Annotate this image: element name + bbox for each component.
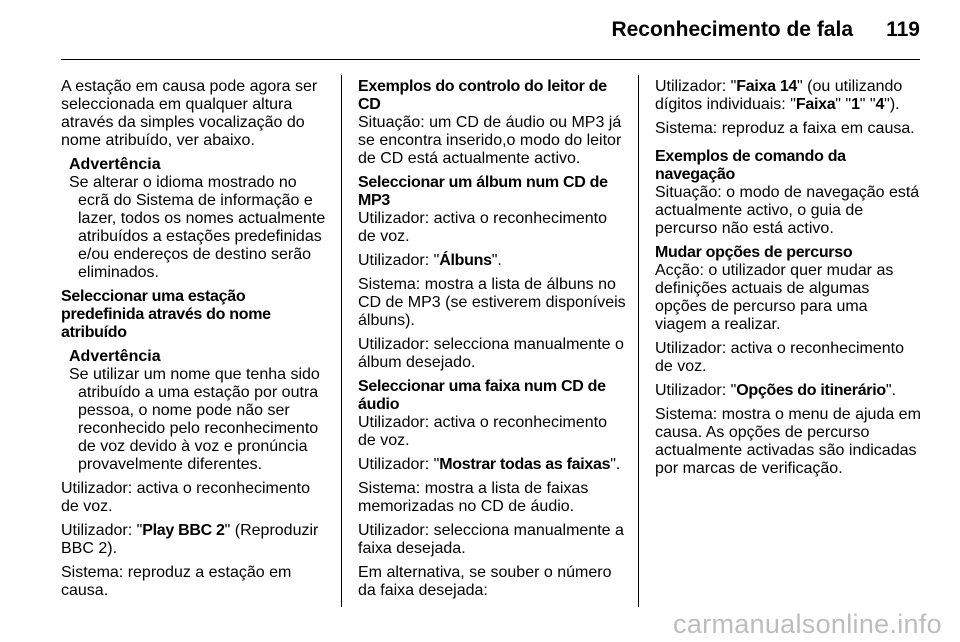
alternative-paragraph: Em alternativa, se souber o número da faixa desejada:	[358, 564, 612, 599]
column-divider-right	[638, 75, 639, 607]
header-rule	[61, 59, 920, 60]
subsection-heading: Mudar opções de percurso	[655, 244, 853, 261]
user-command-line	[61, 522, 329, 558]
user-step: Utilizador: activa o reconhecimento de voz.	[358, 210, 608, 245]
text-segment: Utilizador: "	[358, 456, 440, 473]
watermark: carmanualsonline.info	[673, 609, 942, 639]
section-heading: Seleccionar uma estação predefinida através do nome atribuído	[61, 288, 271, 341]
voice-command: Álbuns	[439, 252, 492, 269]
text-segment: ".	[491, 252, 502, 269]
text-segment: " "	[835, 96, 852, 113]
subsection-heading: Seleccionar uma faixa num CD de áudio	[358, 378, 606, 413]
column-middle	[358, 78, 626, 606]
user-step: Utilizador: activa o reconhecimento de voz.	[61, 480, 311, 515]
system-response: Sistema: mostra o menu de ajuda em causa. As opções de percurso actualmente activadas são indicadas por marcas de verificação.	[655, 406, 921, 477]
column-divider-left	[341, 75, 342, 607]
situation-paragraph: Situação: o modo de navegação está actualmente activo, o guia de percurso não está activo.	[655, 184, 920, 237]
warning-note	[61, 348, 329, 474]
warning-title: Advertência	[69, 156, 161, 173]
text-segment: " (ou utilizando dígitos individuais: "	[655, 78, 903, 113]
text-segment: ").	[884, 96, 900, 113]
voice-command: Opções do itinerário	[736, 382, 886, 399]
text-segment: Utilizador: "	[655, 382, 737, 399]
warning-note	[61, 156, 329, 282]
section-heading: Exemplos de comando da navegação	[655, 148, 846, 183]
voice-command: Faixa	[795, 96, 836, 113]
column-right	[655, 78, 923, 484]
voice-command: 4	[875, 96, 885, 113]
voice-command: Play BBC 2	[142, 522, 225, 539]
warning-title: Advertência	[69, 348, 161, 365]
voice-command: Mostrar todas as faixas	[439, 456, 611, 473]
voice-command: Faixa 14	[736, 78, 798, 95]
section-heading: Exemplos do controlo do leitor de CD	[358, 78, 607, 113]
system-response: Sistema: mostra a lista de álbuns no CD de MP3 (se estiverem disponíveis álbuns).	[358, 276, 626, 329]
text-segment: ".	[885, 382, 896, 399]
intro-paragraph: A estação em causa pode agora ser seleccionada em qualquer altura através da simples vocalização do nome atribuído, ver abaixo.	[61, 78, 318, 149]
text-segment: Utilizador: "	[358, 252, 440, 269]
text-segment: " "	[859, 96, 876, 113]
text-segment: " (Reproduzir BBC 2).	[61, 522, 319, 557]
text-segment: ".	[610, 456, 621, 473]
user-command-line	[655, 382, 923, 400]
voice-command: 1	[851, 96, 860, 113]
user-step: Utilizador: activa o reconhecimento de voz.	[655, 340, 905, 375]
page-number: 119	[886, 18, 920, 41]
user-command-line	[655, 78, 923, 114]
user-step: Utilizador: selecciona manualmente a faixa desejada.	[358, 522, 624, 557]
text-segment: Utilizador: "	[61, 522, 143, 539]
user-step: Utilizador: selecciona manualmente o álbum desejado.	[358, 336, 624, 371]
warning-text: Se utilizar um nome que tenha sido atribuído a uma estação por outra pessoa, o nome pode não ser reconhecido pelo reconhecimento de voz devido à voz e pronúncia provavelmente diferentes.	[69, 366, 320, 473]
subsection-heading: Seleccionar um álbum num CD de MP3	[358, 174, 608, 209]
page-header-title: Reconhecimento de fala	[611, 18, 853, 41]
system-response: Sistema: reproduz a estação em causa.	[61, 564, 292, 599]
user-step: Utilizador: activa o reconhecimento de voz.	[358, 414, 608, 449]
user-command-line	[358, 456, 626, 474]
action-paragraph: Acção: o utilizador quer mudar as definições actuais de algumas opções de percurso para uma viagem a realizar.	[655, 262, 894, 333]
warning-text: Se alterar o idioma mostrado no ecrã do Sistema de informação e lazer, todos os nomes actualmente atribuídos a estações predefinidas e/ou endereços de destino serão eliminados.	[69, 174, 326, 281]
column-left	[61, 78, 329, 606]
text-segment: Utilizador: "	[655, 78, 737, 95]
situation-paragraph: Situação: um CD de áudio ou MP3 já se encontra inserido,o modo do leitor de CD está actualmente activo.	[358, 114, 622, 167]
user-command-line	[358, 252, 626, 270]
system-response: Sistema: mostra a lista de faixas memorizadas no CD de áudio.	[358, 480, 589, 515]
system-response: Sistema: reproduz a faixa em causa.	[655, 120, 915, 137]
